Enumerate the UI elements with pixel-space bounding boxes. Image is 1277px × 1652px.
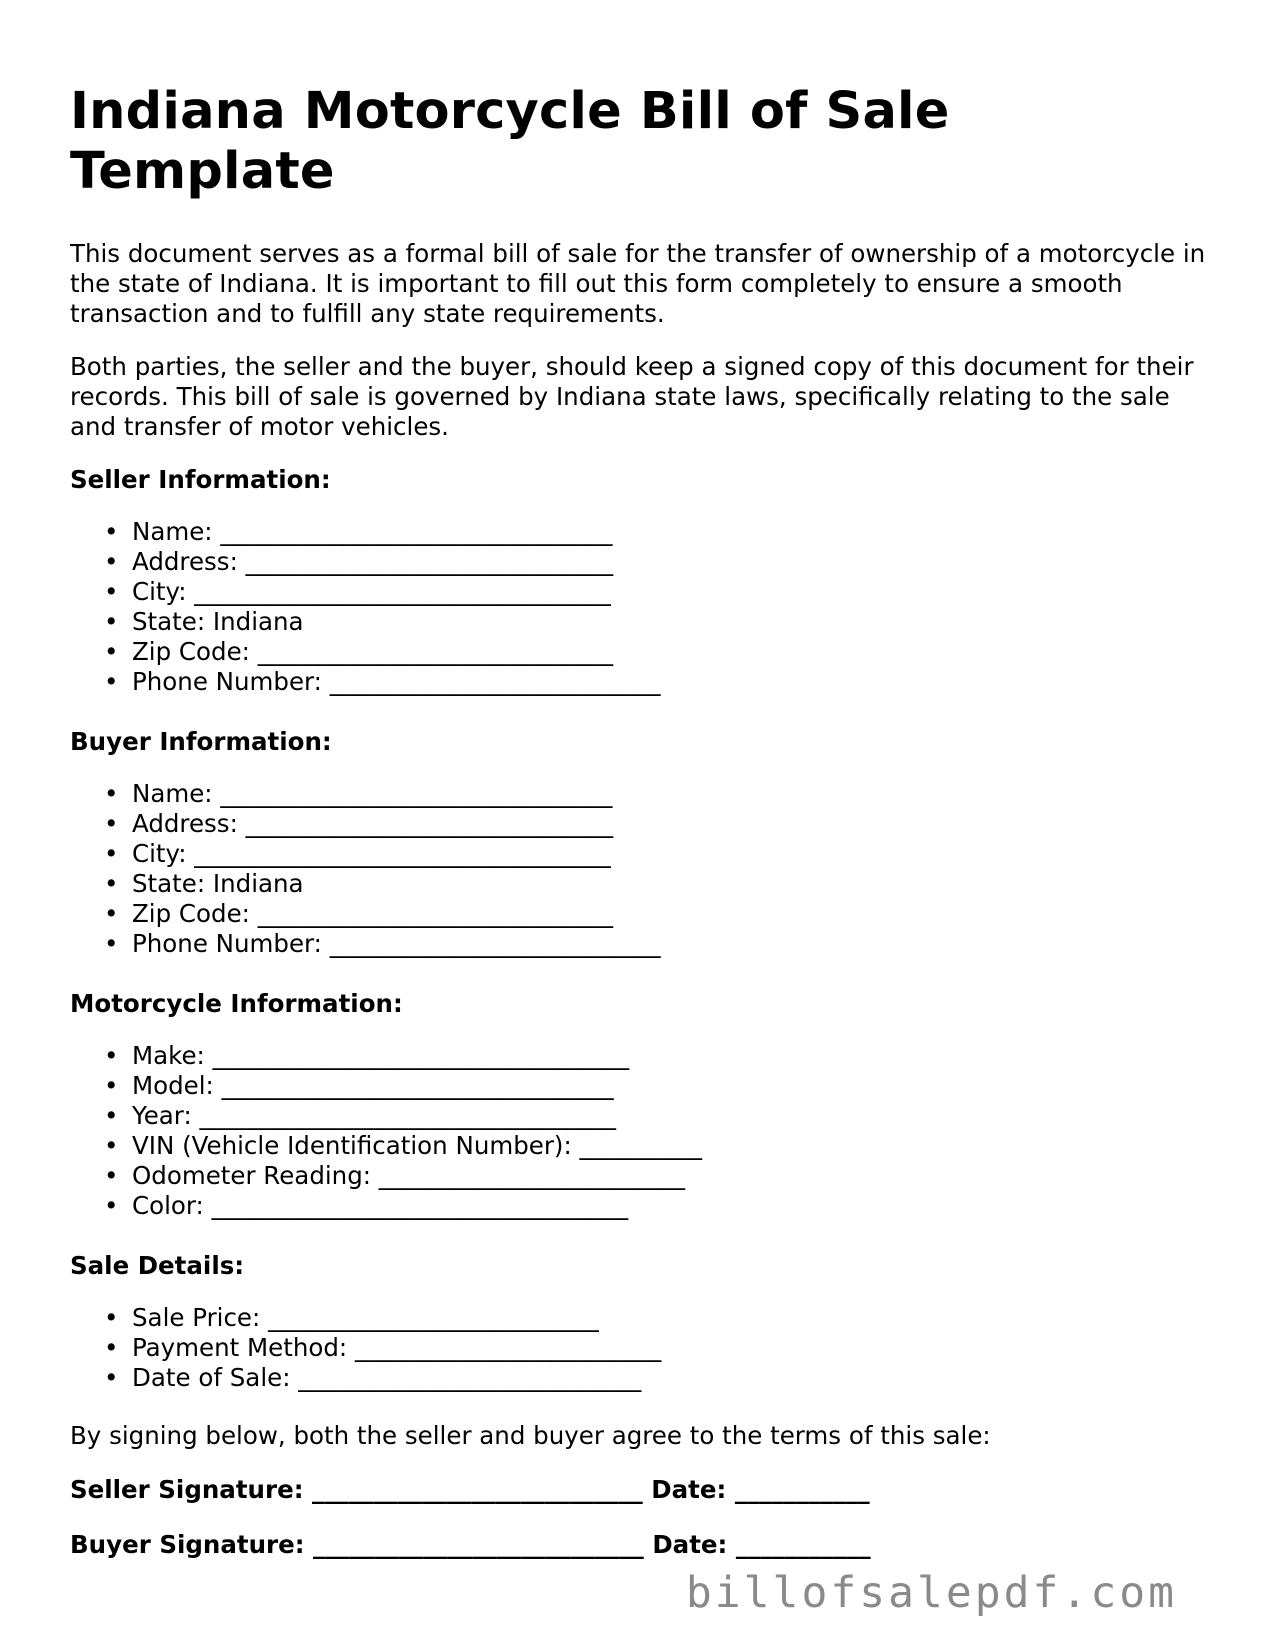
buyer-section-heading: Buyer Information: bbox=[70, 727, 332, 756]
motorcycle-odometer-field[interactable]: • Odometer Reading: _________________________ bbox=[132, 1161, 1210, 1191]
document-page bbox=[70, 82, 1210, 1585]
buyer-address-field[interactable]: • Address: ______________________________ bbox=[132, 809, 1210, 839]
sale-date-field[interactable]: • Date of Sale: ____________________________ bbox=[132, 1363, 1210, 1393]
sale-section-heading: Sale Details: bbox=[70, 1251, 245, 1280]
agreement-text: By signing below, both the seller and buyer agree to the terms of this sale: bbox=[70, 1421, 991, 1450]
motorcycle-vin-field[interactable]: • VIN (Vehicle Identification Number): __________ bbox=[132, 1131, 1210, 1161]
buyer-state-value: • State: Indiana bbox=[132, 869, 1210, 899]
watermark: billofsalepdf.com bbox=[685, 1568, 1177, 1618]
motorcycle-year-field[interactable]: • Year: __________________________________ bbox=[132, 1101, 1210, 1131]
motorcycle-color-field[interactable]: • Color: __________________________________ bbox=[132, 1191, 1210, 1221]
buyer-name-field[interactable]: • Name: ________________________________ bbox=[132, 779, 1210, 809]
seller-phone-field[interactable]: • Phone Number: ___________________________ bbox=[132, 667, 1210, 697]
motorcycle-model-field[interactable]: • Model: ________________________________ bbox=[132, 1071, 1210, 1101]
sale-details-list bbox=[70, 1303, 1210, 1393]
buyer-phone-field[interactable]: • Phone Number: ___________________________ bbox=[132, 929, 1210, 959]
seller-address-field[interactable]: • Address: ______________________________ bbox=[132, 547, 1210, 577]
intro-paragraph-1: This document serves as a formal bill of sale for the transfer of ownership of a motorcycle in the state of Indiana. It is important to fill out this form completely to ensure a smooth transaction and to fulfill any state requirements. bbox=[70, 239, 1206, 328]
buyer-info-list bbox=[70, 779, 1210, 959]
motorcycle-make-field[interactable]: • Make: __________________________________ bbox=[132, 1041, 1210, 1071]
motorcycle-info-list bbox=[70, 1041, 1210, 1221]
sale-price-field[interactable]: • Sale Price: ___________________________ bbox=[132, 1303, 1210, 1333]
page-title: Indiana Motorcycle Bill of Sale Template bbox=[70, 82, 950, 201]
intro-paragraph-2: Both parties, the seller and the buyer, should keep a signed copy of this document for their records. This bill of sale is governed by Indiana state laws, specifically relating to the sale and transfer of motor vehicles. bbox=[70, 352, 1194, 441]
buyer-city-field[interactable]: • City: __________________________________ bbox=[132, 839, 1210, 869]
motorcycle-section-heading: Motorcycle Information: bbox=[70, 989, 403, 1018]
seller-signature-line[interactable]: Seller Signature: ___________________________ Date: ___________ bbox=[70, 1475, 870, 1504]
payment-method-field[interactable]: • Payment Method: _________________________ bbox=[132, 1333, 1210, 1363]
seller-zip-field[interactable]: • Zip Code: _____________________________ bbox=[132, 637, 1210, 667]
buyer-zip-field[interactable]: • Zip Code: _____________________________ bbox=[132, 899, 1210, 929]
seller-section-heading: Seller Information: bbox=[70, 465, 331, 494]
seller-info-list bbox=[70, 517, 1210, 697]
seller-state-value: • State: Indiana bbox=[132, 607, 1210, 637]
seller-city-field[interactable]: • City: __________________________________ bbox=[132, 577, 1210, 607]
buyer-signature-line[interactable]: Buyer Signature: ___________________________ Date: ___________ bbox=[70, 1530, 871, 1559]
seller-name-field[interactable]: • Name: ________________________________ bbox=[132, 517, 1210, 547]
